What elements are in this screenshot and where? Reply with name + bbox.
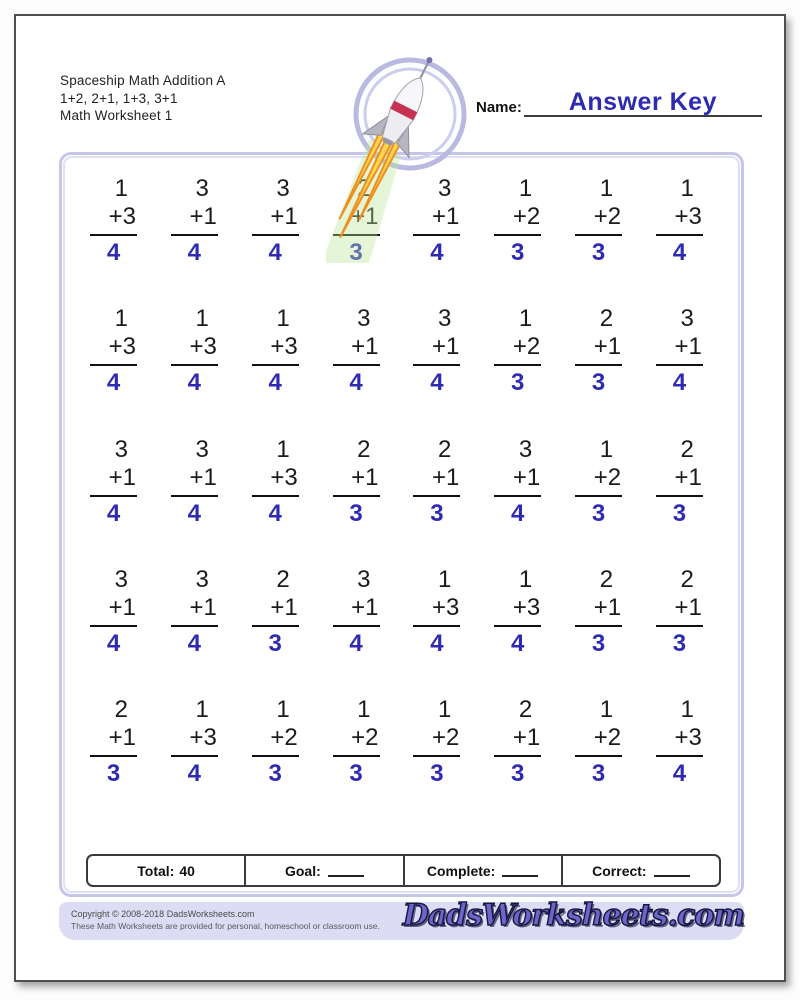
bottom-number: 1: [526, 724, 541, 751]
bottom-number: 3: [203, 724, 217, 751]
problem: [333, 305, 380, 397]
problem-top-operand: 2: [438, 435, 452, 463]
operator-sign: +: [108, 463, 123, 491]
problem-bottom-operand: [575, 203, 622, 231]
problems-border-box: [59, 152, 744, 897]
problem: [575, 305, 622, 397]
problem: [90, 696, 137, 788]
problem-top-operand: 2: [599, 565, 614, 593]
problem-answer: 4: [268, 239, 282, 266]
problem-bottom-operand: [575, 724, 622, 752]
problem-top-operand: 3: [438, 305, 452, 333]
problem-top-operand: 1: [438, 565, 452, 593]
problem: [252, 566, 299, 658]
problem: [171, 175, 218, 267]
operator-sign: +: [189, 724, 204, 751]
total-cell: [88, 856, 244, 885]
problem-bottom-operand: [171, 724, 218, 752]
total-label: Total:: [137, 862, 175, 879]
problem-top-operand: 1: [680, 175, 694, 202]
operator-sign: +: [593, 724, 608, 751]
operator-sign: +: [432, 724, 447, 751]
problem-top-operand: 1: [518, 305, 533, 333]
problem: [413, 436, 460, 528]
bottom-number: 1: [203, 593, 217, 621]
problem: [90, 566, 137, 658]
problem-bottom-operand: [494, 333, 541, 361]
problem-bottom-operand: [413, 724, 460, 752]
problem-top-operand: 1: [518, 175, 533, 202]
problem-answer: 4: [187, 760, 202, 787]
problem-answer: 3: [349, 499, 363, 527]
problem: [252, 436, 299, 528]
operator-sign: +: [674, 724, 689, 751]
problem: [333, 566, 380, 658]
worksheet-header: [60, 72, 226, 125]
bottom-number: 1: [446, 203, 460, 230]
problem-answer: 4: [106, 499, 121, 527]
problem: [333, 696, 380, 788]
problem-bottom-operand: [252, 594, 299, 622]
problem-top-operand: 1: [195, 305, 209, 333]
operator-sign: +: [512, 333, 527, 361]
problem-top-operand: 2: [680, 435, 694, 463]
problem-answer: 3: [591, 760, 606, 787]
problem-answer: 4: [430, 369, 444, 397]
problem-bottom-operand: [333, 333, 380, 361]
bottom-number: 2: [607, 203, 622, 230]
bottom-number: 3: [122, 333, 136, 361]
problem-bottom-operand: [575, 594, 622, 622]
operator-sign: +: [351, 724, 366, 751]
operator-sign: +: [108, 203, 123, 230]
problem-bottom-operand: [171, 464, 218, 492]
problem-answer: 3: [511, 239, 525, 266]
problem-bottom-operand: [333, 594, 380, 622]
complete-blank-line: [502, 864, 538, 877]
correct-blank-line: [654, 864, 690, 877]
bottom-number: 1: [688, 593, 702, 621]
problem-top-operand: 1: [276, 696, 290, 723]
problem-answer: 4: [106, 369, 121, 397]
problem-bottom-operand: [171, 333, 218, 361]
operator-sign: +: [432, 463, 447, 491]
name-label: Name:: [476, 99, 522, 116]
problem-top-operand: 1: [276, 435, 290, 463]
problem-answer: 3: [511, 369, 525, 397]
rocket-icon: [326, 38, 506, 263]
problem-answer: 4: [187, 239, 202, 266]
problem-answer: 4: [430, 629, 444, 657]
problem: [90, 175, 137, 267]
problem-answer: 4: [430, 239, 444, 266]
operator-sign: +: [674, 203, 689, 230]
name-line: [524, 86, 762, 117]
operator-sign: +: [351, 463, 366, 491]
problem-answer: 4: [511, 499, 525, 527]
total-value: 40: [179, 862, 195, 879]
problem-top-operand: 3: [438, 175, 452, 202]
operator-sign: +: [189, 593, 204, 621]
problem-top-operand: 1: [438, 696, 452, 723]
problem-answer: 4: [511, 629, 525, 657]
problem-top-operand: 1: [276, 305, 290, 333]
problem-bottom-operand: [656, 464, 703, 492]
bottom-number: 3: [446, 593, 460, 621]
bottom-number: 1: [365, 333, 379, 361]
operator-sign: +: [108, 333, 123, 361]
problem-answer: 3: [268, 629, 282, 657]
problem-answer: 4: [106, 629, 121, 657]
problem-answer: 4: [187, 499, 202, 527]
problem-answer: 3: [430, 499, 444, 527]
problem-top-operand: 2: [276, 565, 290, 593]
operator-sign: +: [512, 593, 527, 621]
problem-bottom-operand: [90, 203, 137, 231]
worksheet-facts: 1+2, 2+1, 1+3, 3+1: [60, 90, 178, 106]
problem: [575, 436, 622, 528]
problems-grid: [90, 175, 703, 788]
problem-top-operand: 1: [599, 696, 614, 723]
problem: [575, 566, 622, 658]
operator-sign: +: [593, 593, 608, 621]
operator-sign: +: [512, 463, 527, 491]
problem-bottom-operand: [333, 724, 380, 752]
operator-sign: +: [512, 203, 527, 230]
problem: [413, 305, 460, 397]
problem: [656, 436, 703, 528]
problem-top-operand: 2: [680, 565, 694, 593]
problem-top-operand: 3: [195, 565, 209, 593]
answer-key-text: Answer Key: [568, 88, 717, 116]
operator-sign: +: [432, 333, 447, 361]
problem-answer: 3: [511, 760, 525, 787]
problem-top-operand: 2: [114, 696, 128, 723]
bottom-number: 2: [284, 724, 298, 751]
problem-top-operand: 3: [357, 565, 371, 593]
name-row: [476, 86, 762, 117]
problem-top-operand: 3: [195, 175, 209, 202]
problem-bottom-operand: [171, 594, 218, 622]
problem: [171, 436, 218, 528]
bottom-number: 2: [607, 463, 622, 491]
problem-bottom-operand: [252, 724, 299, 752]
problem-bottom-operand: [171, 203, 218, 231]
problem-answer: 4: [187, 369, 202, 397]
problem-top-operand: 1: [599, 175, 614, 202]
problem-answer: 4: [672, 760, 687, 787]
problem-bottom-operand: [90, 594, 137, 622]
bottom-number: 1: [688, 333, 702, 361]
problem-answer: 4: [349, 369, 363, 397]
problem-top-operand: 2: [599, 305, 614, 333]
problem: [252, 696, 299, 788]
problem-answer: 3: [268, 760, 282, 787]
operator-sign: +: [674, 463, 689, 491]
operator-sign: +: [351, 333, 366, 361]
problem-answer: 3: [430, 760, 444, 787]
bottom-number: 1: [688, 463, 702, 491]
bottom-number: 1: [607, 333, 622, 361]
problem-row: [90, 305, 703, 397]
problem: [171, 696, 218, 788]
problem-answer: 4: [268, 499, 282, 527]
bottom-number: 1: [607, 593, 622, 621]
problem: [656, 305, 703, 397]
score-bar: [86, 854, 721, 887]
bottom-number: 1: [122, 724, 136, 751]
dadsworksheets-logo: DadsWorksheets.com: [402, 898, 744, 933]
problem: [90, 305, 137, 397]
goal-cell: [244, 856, 402, 885]
problem-bottom-operand: [90, 333, 137, 361]
problem-answer: 4: [349, 629, 363, 657]
bottom-number: 2: [607, 724, 622, 751]
operator-sign: +: [270, 203, 285, 230]
problem-bottom-operand: [656, 724, 703, 752]
operator-sign: +: [270, 593, 285, 621]
bottom-number: 3: [526, 593, 541, 621]
problem-bottom-operand: [90, 724, 137, 752]
correct-cell: [561, 856, 719, 885]
problem-answer: 3: [591, 369, 606, 397]
bottom-number: 1: [284, 203, 298, 230]
operator-sign: +: [189, 463, 204, 491]
operator-sign: +: [674, 593, 689, 621]
correct-label: Correct:: [592, 862, 647, 879]
bottom-number: 2: [446, 724, 460, 751]
complete-label: Complete:: [426, 862, 496, 879]
problem-bottom-operand: [90, 464, 137, 492]
problem: [333, 436, 380, 528]
problem: [252, 305, 299, 397]
problem-bottom-operand: [252, 464, 299, 492]
bottom-number: 1: [203, 203, 217, 230]
problem: [494, 436, 541, 528]
operator-sign: +: [270, 333, 285, 361]
problem-answer: 3: [591, 629, 606, 657]
problem-top-operand: 1: [599, 435, 614, 463]
problem: [90, 436, 137, 528]
problem-row: [90, 696, 703, 788]
problem: [575, 175, 622, 267]
bottom-number: 1: [365, 463, 379, 491]
problem-bottom-operand: [494, 594, 541, 622]
bottom-number: 3: [284, 463, 298, 491]
problem-bottom-operand: [494, 464, 541, 492]
bottom-number: 1: [446, 463, 460, 491]
problem-bottom-operand: [252, 333, 299, 361]
problem-top-operand: 1: [114, 305, 128, 333]
bottom-number: 3: [122, 203, 136, 230]
problem-top-operand: 3: [357, 305, 371, 333]
bottom-number: 1: [446, 333, 460, 361]
problem-answer: 4: [106, 239, 121, 266]
bottom-number: 3: [688, 203, 702, 230]
operator-sign: +: [189, 203, 204, 230]
problem-top-operand: 3: [114, 435, 128, 463]
problem-answer: 4: [187, 629, 202, 657]
problem: [494, 305, 541, 397]
bottom-number: 1: [526, 463, 541, 491]
problem-bottom-operand: [494, 724, 541, 752]
complete-cell: [403, 856, 561, 885]
operator-sign: +: [593, 463, 608, 491]
problem-row: [90, 436, 703, 528]
problem: [171, 305, 218, 397]
problem-top-operand: 3: [680, 305, 694, 333]
operator-sign: +: [270, 463, 285, 491]
problem-bottom-operand: [413, 333, 460, 361]
problem: [171, 566, 218, 658]
problem-answer: 3: [106, 760, 121, 787]
problem-top-operand: 2: [357, 435, 371, 463]
bottom-number: 3: [284, 333, 298, 361]
problem-answer: 4: [672, 369, 687, 397]
bottom-number: 1: [203, 463, 217, 491]
problem-top-operand: 1: [357, 696, 371, 723]
problem-top-operand: 1: [680, 696, 694, 723]
problem: [413, 696, 460, 788]
problem-answer: 4: [672, 239, 687, 266]
problem-bottom-operand: [656, 594, 703, 622]
problem: [494, 566, 541, 658]
operator-sign: +: [270, 724, 285, 751]
operator-sign: +: [593, 203, 608, 230]
bottom-number: 2: [526, 203, 541, 230]
problem: [252, 175, 299, 267]
operator-sign: +: [512, 724, 527, 751]
problem-bottom-operand: [413, 594, 460, 622]
problem: [656, 696, 703, 788]
operator-sign: +: [108, 724, 123, 751]
problem-answer: 3: [591, 499, 606, 527]
problem: [656, 175, 703, 267]
operator-sign: +: [432, 203, 447, 230]
problem-top-operand: 2: [518, 696, 533, 723]
problem-bottom-operand: [333, 464, 380, 492]
problem-bottom-operand: [656, 333, 703, 361]
bottom-number: 2: [365, 724, 379, 751]
operator-sign: +: [108, 593, 123, 621]
problem: [413, 566, 460, 658]
problem-answer: 3: [672, 629, 687, 657]
problem-answer: 3: [672, 499, 687, 527]
problem-top-operand: 1: [114, 175, 128, 202]
problem-answer: 3: [349, 760, 363, 787]
problem-top-operand: 1: [518, 565, 533, 593]
worksheet-title: Spaceship Math Addition A: [60, 73, 226, 88]
bottom-number: 2: [526, 333, 541, 361]
problem-top-operand: 1: [195, 696, 209, 723]
bottom-number: 3: [688, 724, 702, 751]
problem-bottom-operand: [252, 203, 299, 231]
worksheet-page: [14, 14, 786, 982]
operator-sign: +: [432, 593, 447, 621]
goal-label: Goal:: [284, 862, 321, 879]
bottom-number: 1: [122, 463, 136, 491]
problem-top-operand: 3: [276, 175, 290, 202]
operator-sign: +: [593, 333, 608, 361]
problem-bottom-operand: [575, 464, 622, 492]
problem-bottom-operand: [413, 464, 460, 492]
problem: [494, 696, 541, 788]
problem-top-operand: 3: [518, 435, 533, 463]
usage-line: These Math Worksheets are provided for personal, homeschool or classroom use.: [71, 921, 380, 931]
goal-blank-line: [328, 864, 364, 877]
problem-bottom-operand: [575, 333, 622, 361]
worksheet-number: Math Worksheet 1: [60, 108, 173, 123]
problem-answer: 4: [268, 369, 282, 397]
bottom-number: 3: [203, 333, 217, 361]
problem: [575, 696, 622, 788]
bottom-number: 1: [284, 593, 298, 621]
copyright-line: Copyright © 2008-2018 DadsWorksheets.com: [71, 909, 255, 919]
bottom-number: 1: [122, 593, 136, 621]
problem-top-operand: 3: [195, 435, 209, 463]
problem-answer: 3: [591, 239, 606, 266]
problem: [656, 566, 703, 658]
problem-top-operand: 3: [114, 565, 128, 593]
operator-sign: +: [351, 593, 366, 621]
problem-row: [90, 566, 703, 658]
problem-bottom-operand: [656, 203, 703, 231]
bottom-number: 1: [365, 593, 379, 621]
operator-sign: +: [674, 333, 689, 361]
operator-sign: +: [189, 333, 204, 361]
